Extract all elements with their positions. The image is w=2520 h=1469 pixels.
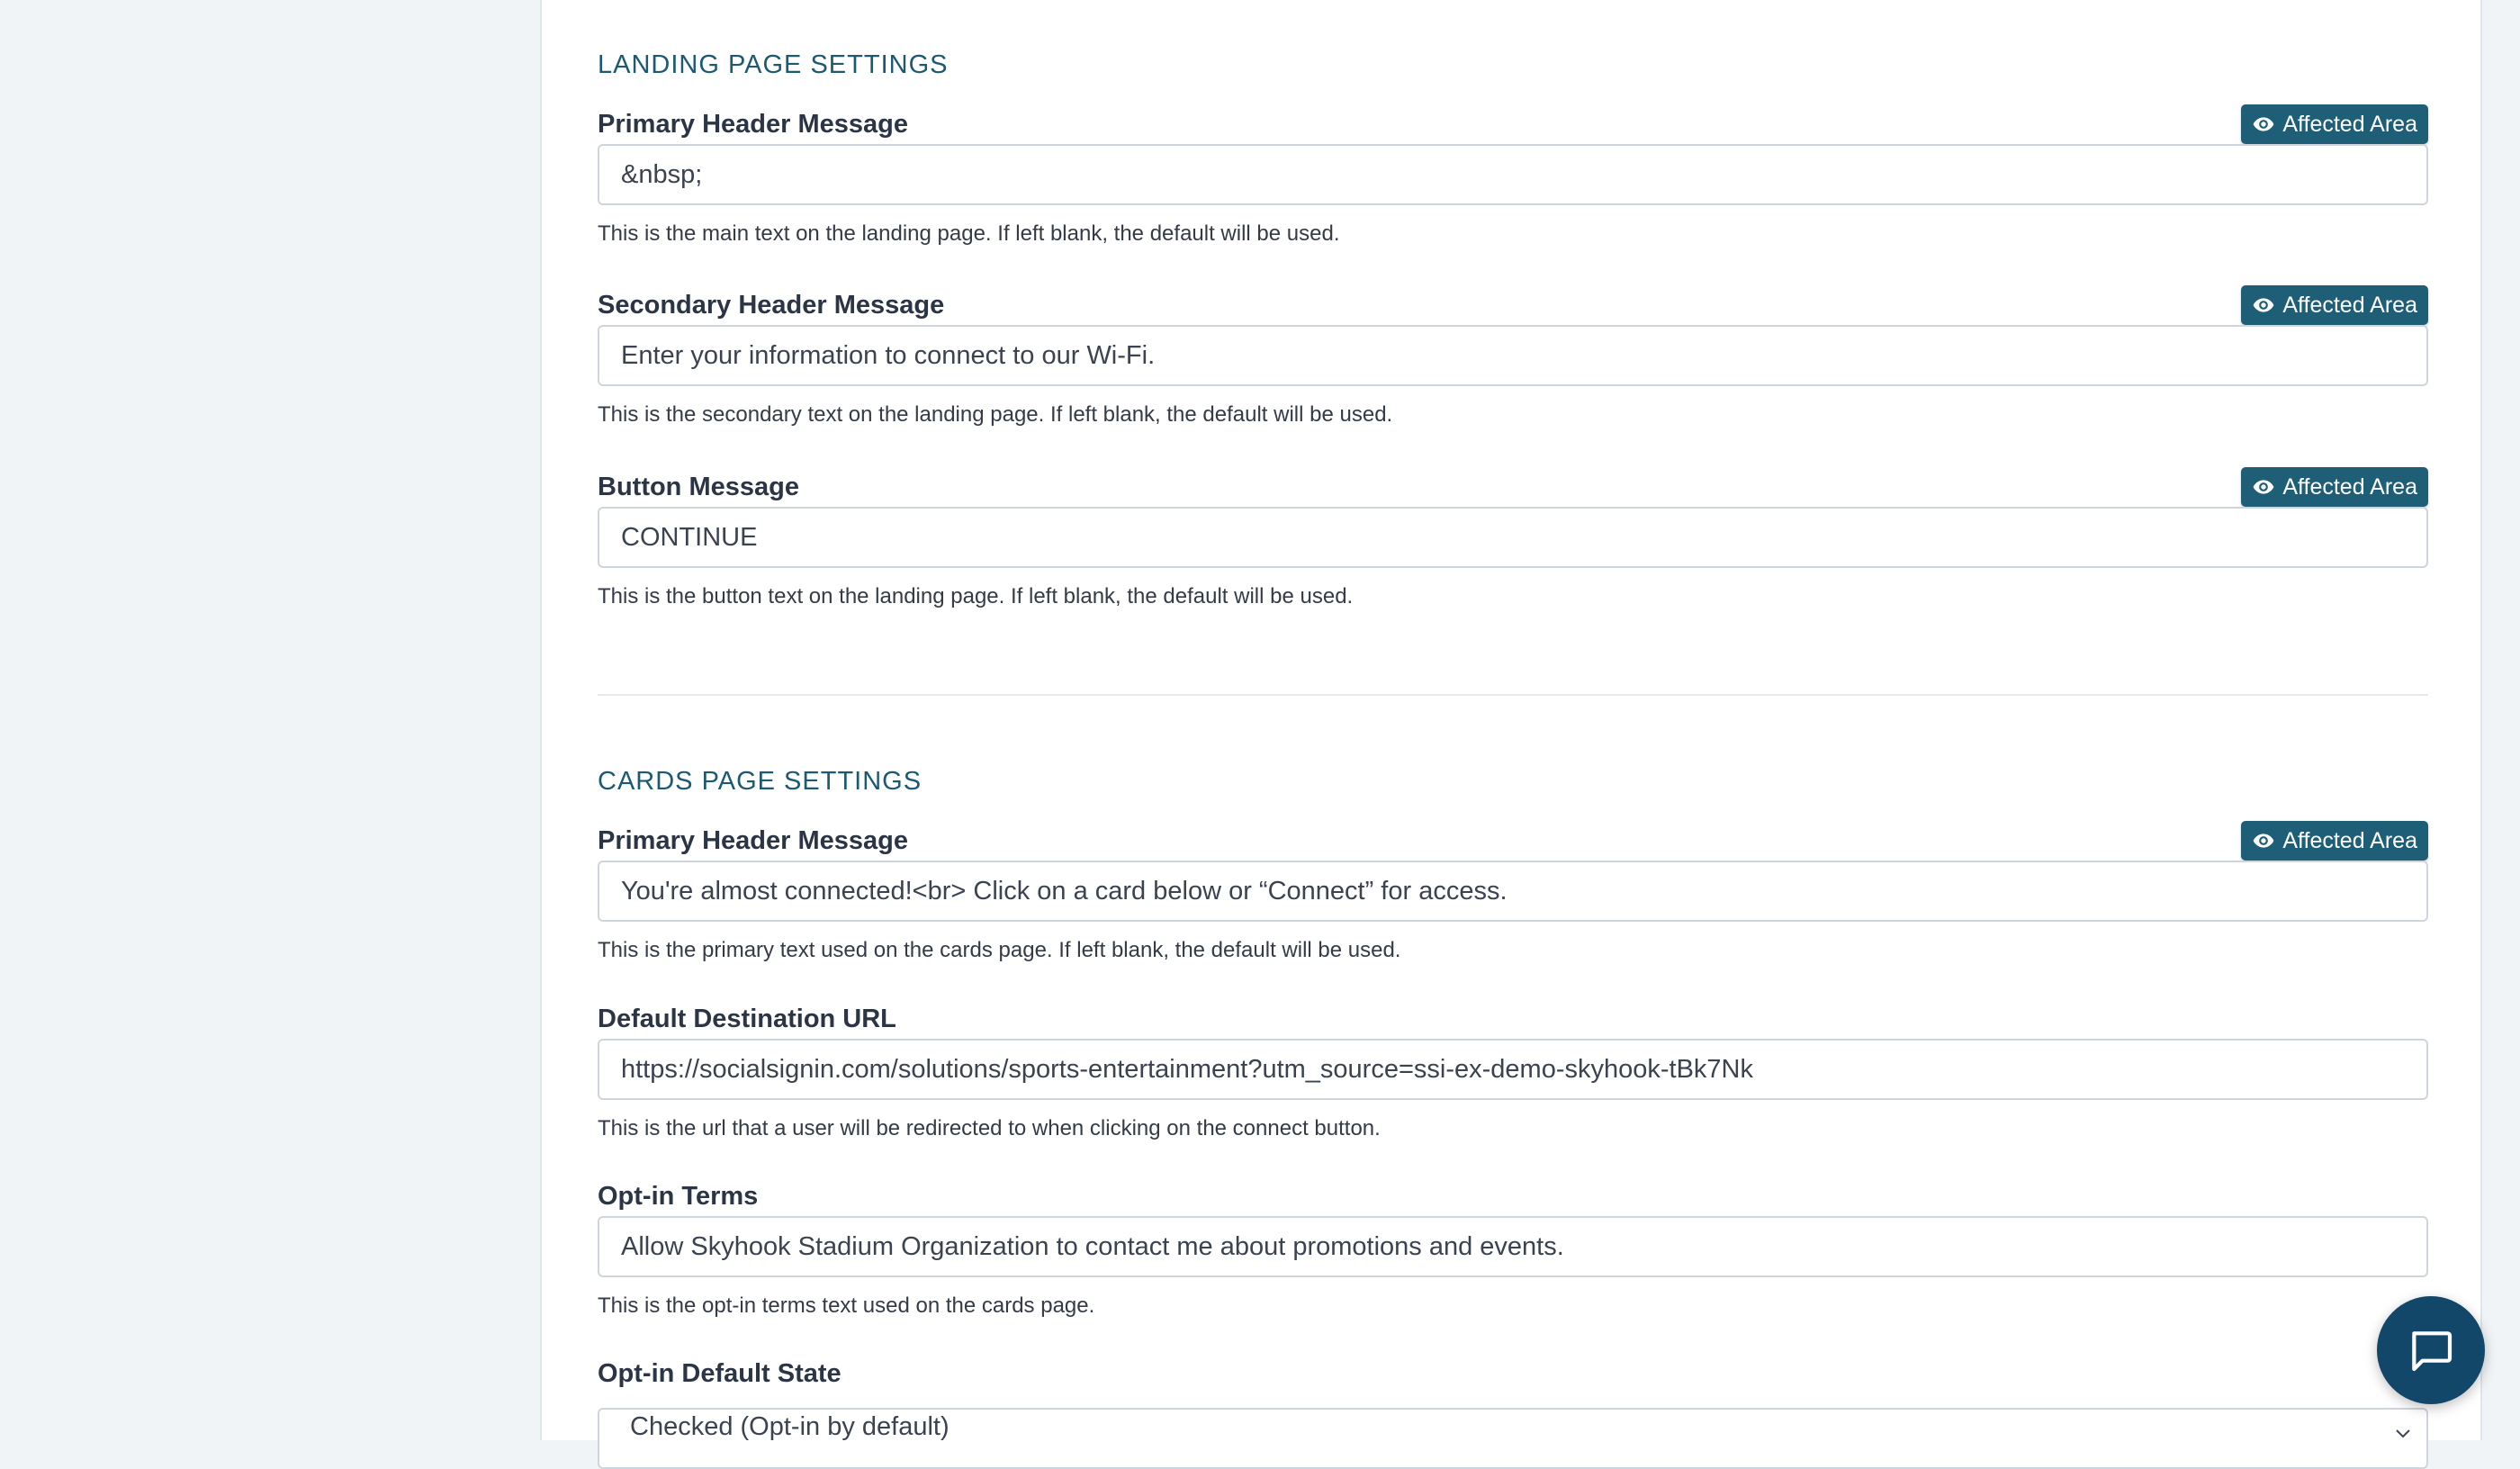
select-value: Checked (Opt-in by default) xyxy=(630,1412,950,1441)
cards-primary-header-input[interactable] xyxy=(598,861,2428,922)
chevron-down-icon xyxy=(2392,1422,2414,1444)
chat-bubble-icon xyxy=(2406,1325,2456,1375)
help-text: This is the secondary text on the landing page. If left blank, the default will be used. xyxy=(598,402,1393,427)
help-text: This is the main text on the landing page. If left blank, the default will be used. xyxy=(598,221,1340,246)
landing-secondary-header-input[interactable] xyxy=(598,325,2428,386)
affected-area-label: Affected Area xyxy=(2282,293,2417,318)
eye-icon xyxy=(2252,829,2275,852)
help-text: This is the primary text used on the cards page. If left blank, the default will be used. xyxy=(598,938,1401,962)
eye-icon xyxy=(2252,113,2275,136)
settings-panel xyxy=(540,0,2482,1440)
destination-url-input[interactable] xyxy=(598,1039,2428,1100)
field-label: Opt-in Terms xyxy=(598,1182,759,1211)
affected-area-button[interactable] xyxy=(2241,467,2428,507)
optin-terms-input[interactable] xyxy=(598,1216,2428,1277)
field-label: Primary Header Message xyxy=(598,110,908,139)
landing-section-title: LANDING PAGE SETTINGS xyxy=(598,50,949,79)
field-label: Button Message xyxy=(598,473,799,501)
eye-icon xyxy=(2252,293,2275,317)
chat-launcher-button[interactable] xyxy=(2377,1296,2485,1404)
section-divider xyxy=(598,694,2428,696)
affected-area-label: Affected Area xyxy=(2282,828,2417,853)
affected-area-label: Affected Area xyxy=(2282,474,2417,500)
help-text: This is the button text on the landing page. If left blank, the default will be used. xyxy=(598,584,1354,608)
eye-icon xyxy=(2252,475,2275,499)
field-label: Secondary Header Message xyxy=(598,291,945,320)
field-label: Opt-in Default State xyxy=(598,1359,842,1388)
optin-default-select[interactable] xyxy=(598,1408,2428,1469)
affected-area-button[interactable] xyxy=(2241,285,2428,325)
affected-area-label: Affected Area xyxy=(2282,112,2417,137)
landing-button-message-input[interactable] xyxy=(598,507,2428,568)
field-label: Primary Header Message xyxy=(598,826,908,855)
affected-area-button[interactable] xyxy=(2241,104,2428,144)
help-text: This is the opt-in terms text used on the cards page. xyxy=(598,1293,1095,1318)
help-text: This is the url that a user will be redirected to when clicking on the connect button. xyxy=(598,1116,1381,1140)
cards-section-title: CARDS PAGE SETTINGS xyxy=(598,767,922,796)
affected-area-button[interactable] xyxy=(2241,821,2428,861)
landing-primary-header-input[interactable] xyxy=(598,144,2428,205)
field-label: Default Destination URL xyxy=(598,1005,896,1033)
